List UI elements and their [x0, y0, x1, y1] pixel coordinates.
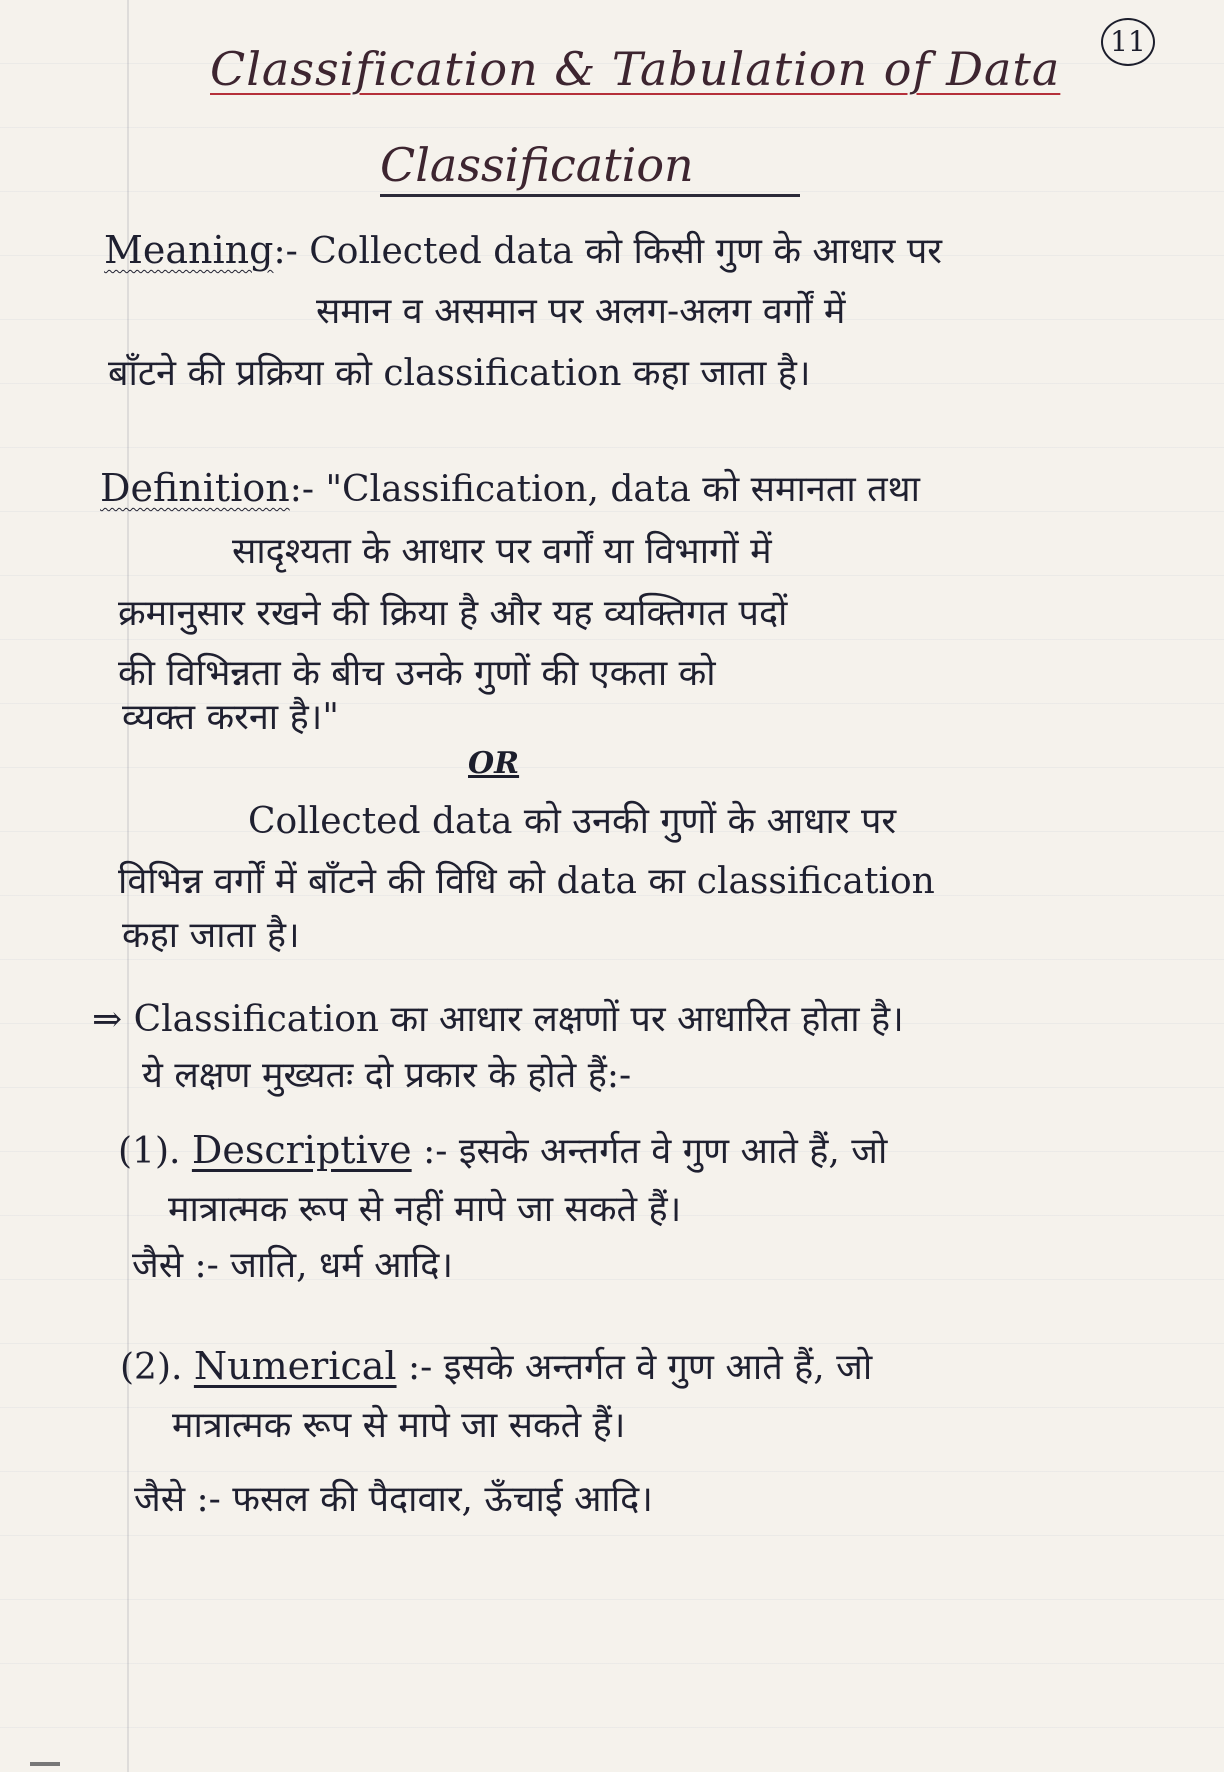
basis-line-2: ये लक्षण मुख्यतः दो प्रकार के होते हैं:- [142, 1055, 632, 1096]
descriptive-example: जैसे :- जाति, धर्म आदि। [132, 1245, 453, 1286]
definition-line-3: क्रमानुसार रखने की क्रिया है और यह व्यक्तिगत पदों [118, 593, 788, 634]
definition-alt-line-2: विभिन्न वर्गों में बाँटने की विधि को data का classification [118, 861, 935, 902]
meaning-line-1 [104, 228, 942, 274]
meaning-label: Meaning [104, 228, 274, 272]
meaning-line-2: समान व असमान पर अलग-अलग वर्गों में [316, 291, 846, 332]
descriptive-line-2: मात्रात्मक रूप से नहीं मापे जा सकते हैं। [168, 1189, 682, 1230]
numerical-number: (2). [120, 1347, 183, 1388]
definition-line-5: व्यक्त करना है।" [122, 697, 339, 738]
descriptive-separator: :- [423, 1131, 448, 1172]
basis-line-1: ⇒ Classification का आधार लक्षणों पर आधारित होता है। [92, 999, 904, 1040]
page-title: Classification & Tabulation of Data [210, 42, 1061, 96]
definition-text: "Classification, data को समानता तथा [325, 469, 920, 510]
definition-separator: :- [289, 469, 314, 510]
numerical-line-2: मात्रात्मक रूप से मापे जा सकते हैं। [172, 1405, 626, 1446]
definition-label: Definition [100, 466, 290, 510]
section-heading: Classification [380, 138, 800, 197]
descriptive-label: Descriptive [191, 1128, 412, 1172]
descriptive-text: इसके अन्तर्गत वे गुण आते हैं, जो [458, 1131, 888, 1172]
definition-line-2: सादृश्यता के आधार पर वर्गों या विभागों में [232, 531, 772, 572]
numerical-separator: :- [408, 1347, 433, 1388]
numerical-text: इसके अन्तर्गत वे गुण आते हैं, जो [443, 1347, 873, 1388]
meaning-line-3: बाँटने की प्रक्रिया को classification कहा जाता है। [108, 353, 811, 394]
descriptive-number: (1). [118, 1131, 181, 1172]
page-number: 11 [1101, 18, 1155, 66]
definition-alt-line-1: Collected data को उनकी गुणों के आधार पर [248, 801, 897, 842]
page-edge-mark [30, 1762, 60, 1766]
meaning-separator: :- [273, 231, 298, 272]
numerical-example: जैसे :- फसल की पैदावार, ऊँचाई आदि। [134, 1479, 653, 1520]
numerical-line-1 [120, 1344, 872, 1390]
or-divider: OR [468, 746, 520, 781]
definition-alt-line-3: कहा जाता है। [122, 915, 300, 956]
descriptive-line-1 [118, 1128, 887, 1174]
definition-line-4: की विभिन्नता के बीच उनके गुणों की एकता को [118, 653, 716, 694]
numerical-label: Numerical [193, 1344, 397, 1388]
meaning-text: Collected data को किसी गुण के आधार पर [309, 231, 943, 272]
definition-line-1 [100, 466, 920, 512]
